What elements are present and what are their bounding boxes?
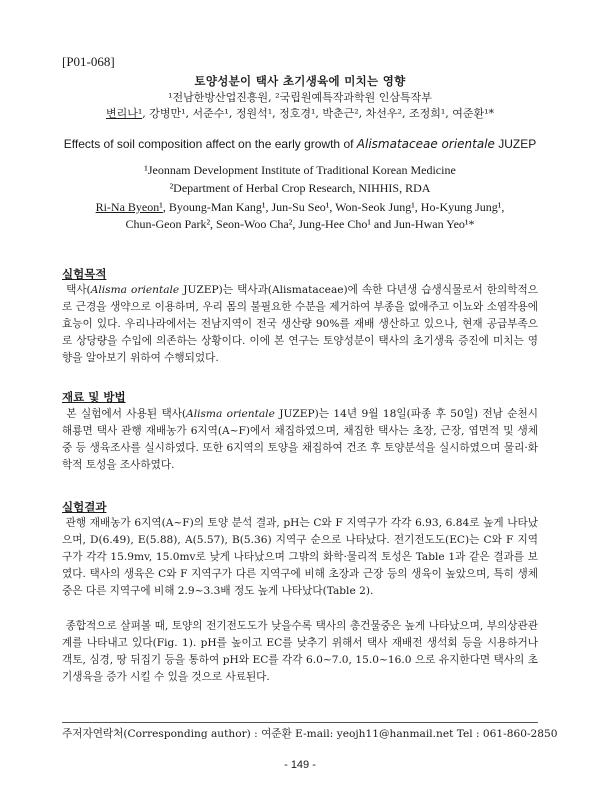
english-title: [0, 137, 600, 151]
english-authors-line-2: Chun-Geon Park², Seon-Woo Cha², Jung-Hee Cho¹ and Jun-Hwan Yeo¹*: [125, 217, 475, 231]
footnote-divider: [62, 722, 538, 723]
purpose-text-b: JUZEP)는 택사과(Alismataceae)에 속한 다년생 습생식물로서 한의학적으로 근경을 생약으로 이용하며, 우리 몸의 불필요한 수분을 제거하여 부종을 없애주고 이뇨와 소염작용에 효능이 있다. 우리나라에서는 전남지역이 전국 생산량 90%를 재배 생산하고 있으나, 현재 공급부족으로 상당량을 수입에 의존하는 상황이다. 이에 본 연구는 토양성분이 택사의 초기생육 증진에 미치는 영향을 알아보기 위하여 수행되었다.: [62, 284, 538, 364]
purpose-species: Alisma orientale: [90, 284, 180, 296]
methods-text-b: JUZEP)는 14년 9월 18일(파종 후 50일) 전남 순천시 해룡면 택사 관행 재배농가 6지역(A~F)에서 채집하였으며, 채집한 택사는 초장, 근장, 엽면적 및 생체중 등 생육조사를 실시하였다. 또한 6지역의 토양을 채집하여 건조 후 토양분석을 실시하였으며 물리·화학적 토성을 조사하였다.: [62, 408, 539, 471]
section-heading-methods: 재료 및 방법: [62, 390, 126, 404]
english-affiliation-2: ²Department of Herbal Crop Research, NIHHIS, RDA: [169, 181, 431, 195]
results-paragraph-1: [62, 515, 538, 600]
english-authors-line-1: [0, 200, 600, 215]
korean-authors: [0, 105, 600, 121]
methods-species: Alisma orientale: [186, 408, 275, 420]
english-title-pre: Effects of soil composition affect on the early growth of: [63, 137, 357, 151]
purpose-text-a: 택사(: [66, 284, 91, 296]
english-title-species: Alismataceae orientale: [356, 137, 495, 151]
corresponding-author-footnote: 주저자연락처(Corresponding author) : 여준환 E-mail: yeojh11@hanmail.net Tel : 061-860-2850: [62, 728, 558, 740]
results-text-2: 종합적으로 살펴볼 때, 토양의 전기전도도가 낮을수록 택사의 총건물중은 높게 나타났으며, 부의상관관계를 나타내고 있다(Fig. 1). pH를 높이고 EC를 낮추기 위해서 택사 재배전 생석회 등을 시용하거나 객토, 심경, 땅 뒤집기 등을 통하여 pH와 EC를 각각 6.0~7.0, 15.0~16.0 으로 유지한다면 택사의 초기생육을 증가 시킬 수 있을 것으로 사료된다.: [62, 620, 538, 683]
purpose-paragraph: [62, 282, 538, 367]
methods-text-a: 본 실험에서 사용된 택사(: [66, 408, 187, 420]
korean-affiliation: ¹전남한방산업진흥원, ²국립원예특작과학원 인삼특작부: [168, 91, 432, 104]
section-heading-results: 실험결과: [62, 500, 107, 514]
korean-first-author: 변리나¹: [105, 107, 143, 120]
korean-title: 토양성분이 택사 초기생육에 미치는 영향: [194, 74, 406, 88]
english-affiliation-1: ¹Jeonnam Development Institute of Traditional Korean Medicine: [144, 163, 456, 177]
english-title-post: JUZEP: [494, 137, 537, 151]
english-authors-line-1-rest: , Byoung-Man Kang¹, Jun-Su Seo¹, Won-Seok Jung¹, Ho-Kyung Jung¹,: [162, 200, 505, 214]
english-first-author: Ri-Na Byeon¹: [95, 200, 163, 214]
section-heading-purpose: 실험목적: [62, 267, 107, 281]
korean-other-authors: , 강병만¹, 서준수¹, 정원석¹, 정호경¹, 박춘근², 차선우², 조정희¹, 여준환¹*: [142, 107, 495, 120]
results-paragraph-2: [62, 618, 538, 686]
page-number: - 149 -: [284, 759, 316, 771]
methods-paragraph: [62, 406, 538, 474]
results-text-1: 관행 재배농가 6지역(A~F)의 토양 분석 결과, pH는 C와 F 지역구가 각각 6.93, 6.84로 높게 나타났으며, D(6.49), E(5.88), A(5.57), B(5.36) 지역구 순으로 나타났다. 전기전도도(EC)는 C와 F 지역구가 각각 15.9mv, 15.0mv로 낮게 나타났으며 그밖의 화학·물리적 토성은 Table 1과 같은 결과를 보였다. 택사의 생육은 C와 F 지역구가 다른 지역구에 비해 초장과 근장 등의 생육이 높았으며, 특히 생체중은 다른 지역구에 비해 2.9~3.3배 정도 높게 나타났다(Table 2).: [62, 517, 538, 597]
paper-code: [P01-068]: [62, 54, 115, 69]
